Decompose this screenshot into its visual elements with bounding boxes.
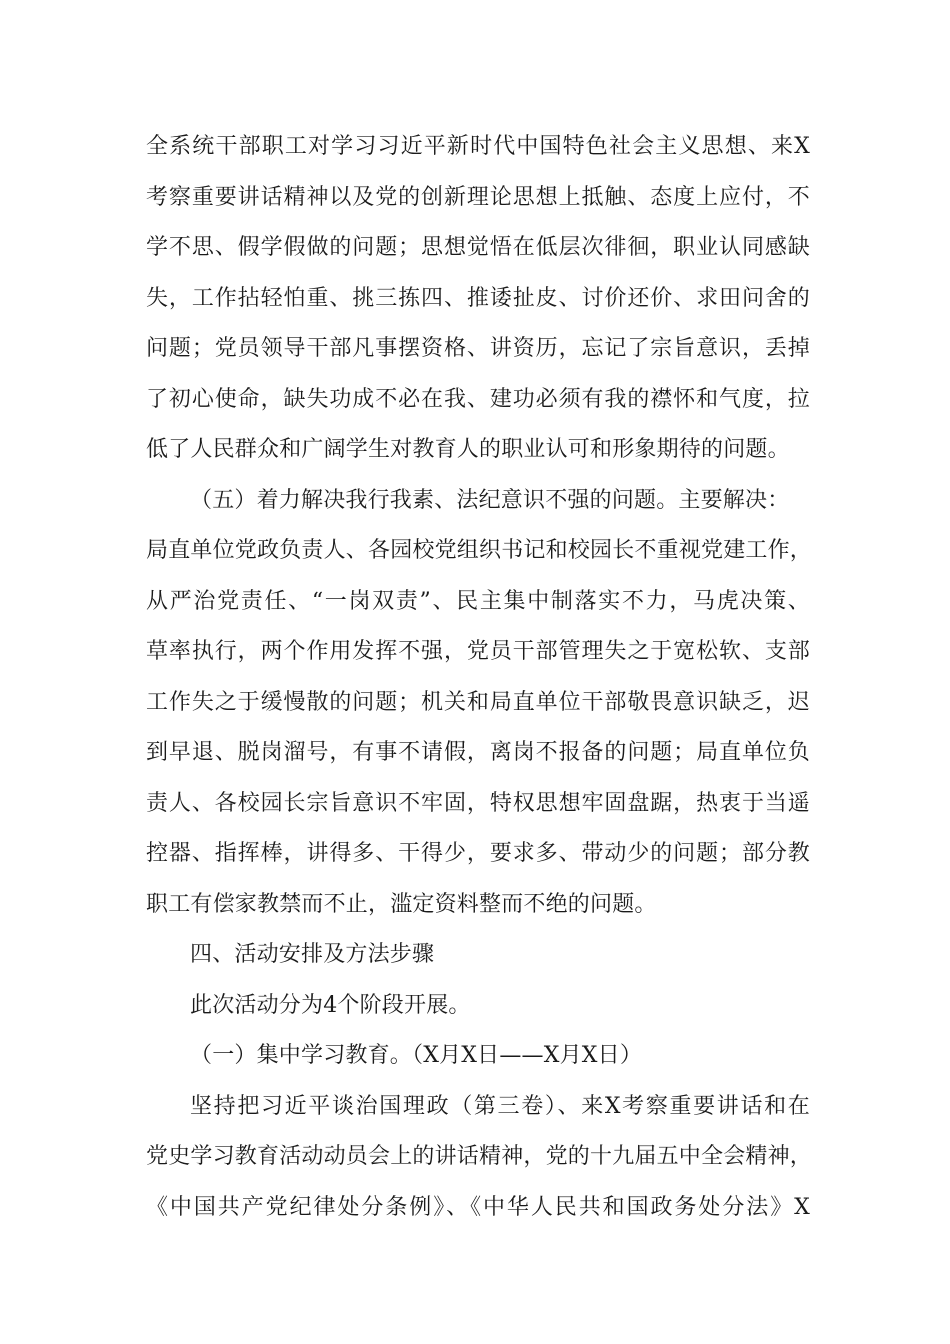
text-line: 坚持把习近平谈治国理政（第三卷）、来X考察重要讲话和在 (190, 1093, 810, 1119)
text-line: 《中国共产党纪律处分条例》、《中华人民共和国政务处分法》X (146, 1194, 810, 1220)
text-line: 局直单位党政负责人、各园校党组织书记和校园长不重视党建工作， (146, 538, 813, 563)
text-line: 考察重要讲话精神以及党的创新理论思想上抵触、态度上应付，不 (146, 184, 810, 210)
text-line: 责人、各校园长宗旨意识不牢固，特权思想牢固盘踞，热衷于当遥 (146, 790, 810, 816)
text-line: 此次活动分为4个阶段开展。 (190, 992, 471, 1018)
text-line: 到早退、脱岗溜号，有事不请假，离岗不报备的问题；局直单位负 (146, 740, 810, 765)
document-body (146, 130, 813, 1241)
text-line: 学不思、假学假做的问题；思想觉悟在低层次徘徊，职业认同感缺 (146, 235, 810, 260)
text-line: 了初心使命，缺失功成不必在我、建功必须有我的襟怀和气度，拉 (146, 386, 810, 412)
text-line: 职工有偿家教禁而不止，滥定资料整而不绝的问题。 (146, 891, 657, 917)
section-heading-four: 四、活动安排及方法步骤 (190, 942, 435, 967)
subsection-heading-one: （一）集中学习教育。（X月X日——X月X日） (190, 1043, 643, 1068)
text-line: 草率执行，两个作用发挥不强，党员干部管理失之于宽松软、支部 (146, 639, 810, 664)
text-line: 失，工作拈轻怕重、挑三拣四、推诿扯皮、讨价还价、求田问舍的 (146, 285, 810, 311)
text-line: 从严治党责任、“一岗双责”、民主集中制落实不力，马虎决策、 (146, 588, 810, 614)
text-line: 工作失之于缓慢散的问题；机关和局直单位干部敬畏意识缺乏，迟 (146, 689, 810, 715)
text-line: 低了人民群众和广阔学生对教育人的职业认可和形象期待的问题。 (146, 437, 790, 462)
text-line: 党史学习教育活动动员会上的讲话精神，党的十九届五中全会精神， (146, 1144, 813, 1169)
section-heading-five: （五）着力解决我行我素、法纪意识不强的问题。主要解决： (190, 487, 790, 513)
text-line: 全系统干部职工对学习习近平新时代中国特色社会主义思想、来X (146, 134, 810, 159)
text-line: 控器、指挥棒，讲得多、干得少，要求多、带动少的问题；部分教 (146, 841, 810, 866)
text-line: 问题；党员领导干部凡事摆资格、讲资历，忘记了宗旨意识，丢掉 (146, 336, 810, 361)
